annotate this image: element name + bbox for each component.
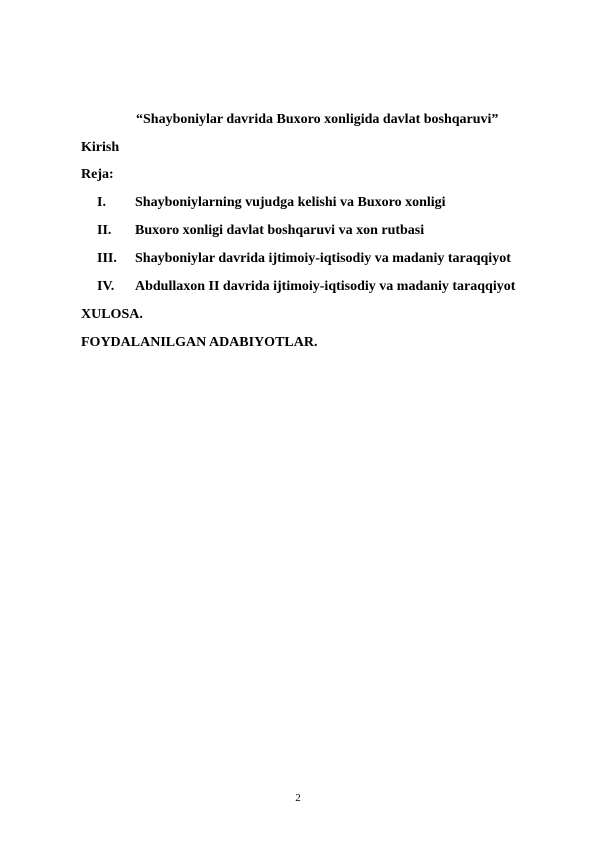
plan-item xyxy=(97,251,511,267)
plan-item-text: Abdullaxon II davrida ijtimoiy-iqtisodiy va madaniy taraqqiyot xyxy=(135,279,516,294)
plan-item-number: I. xyxy=(97,195,106,210)
plan-item xyxy=(97,279,515,295)
plan-item-number: IV. xyxy=(97,279,115,294)
page-number: 2 xyxy=(295,792,301,804)
intro-heading: Kirish xyxy=(81,140,120,155)
plan-item-number: II. xyxy=(97,223,112,238)
plan-item-number: III. xyxy=(97,251,117,266)
plan-item-text: Buxoro xonligi davlat boshqaruvi va xon rutbasi xyxy=(135,223,425,238)
document-title: “Shayboniylar davrida Buxoro xonligida davlat boshqaruvi” xyxy=(136,112,499,127)
references-heading: FOYDALANILGAN ADABIYOTLAR. xyxy=(81,335,318,350)
plan-item xyxy=(97,195,446,211)
plan-item xyxy=(97,223,424,239)
plan-item-text: Shayboniylar davrida ijtimoiy-iqtisodiy va madaniy taraqqiyot xyxy=(135,251,511,266)
plan-item-text: Shayboniylarning vujudga kelishi va Buxoro xonligi xyxy=(135,195,446,210)
conclusion-heading: XULOSA. xyxy=(81,307,143,322)
plan-heading: Reja: xyxy=(81,167,114,182)
